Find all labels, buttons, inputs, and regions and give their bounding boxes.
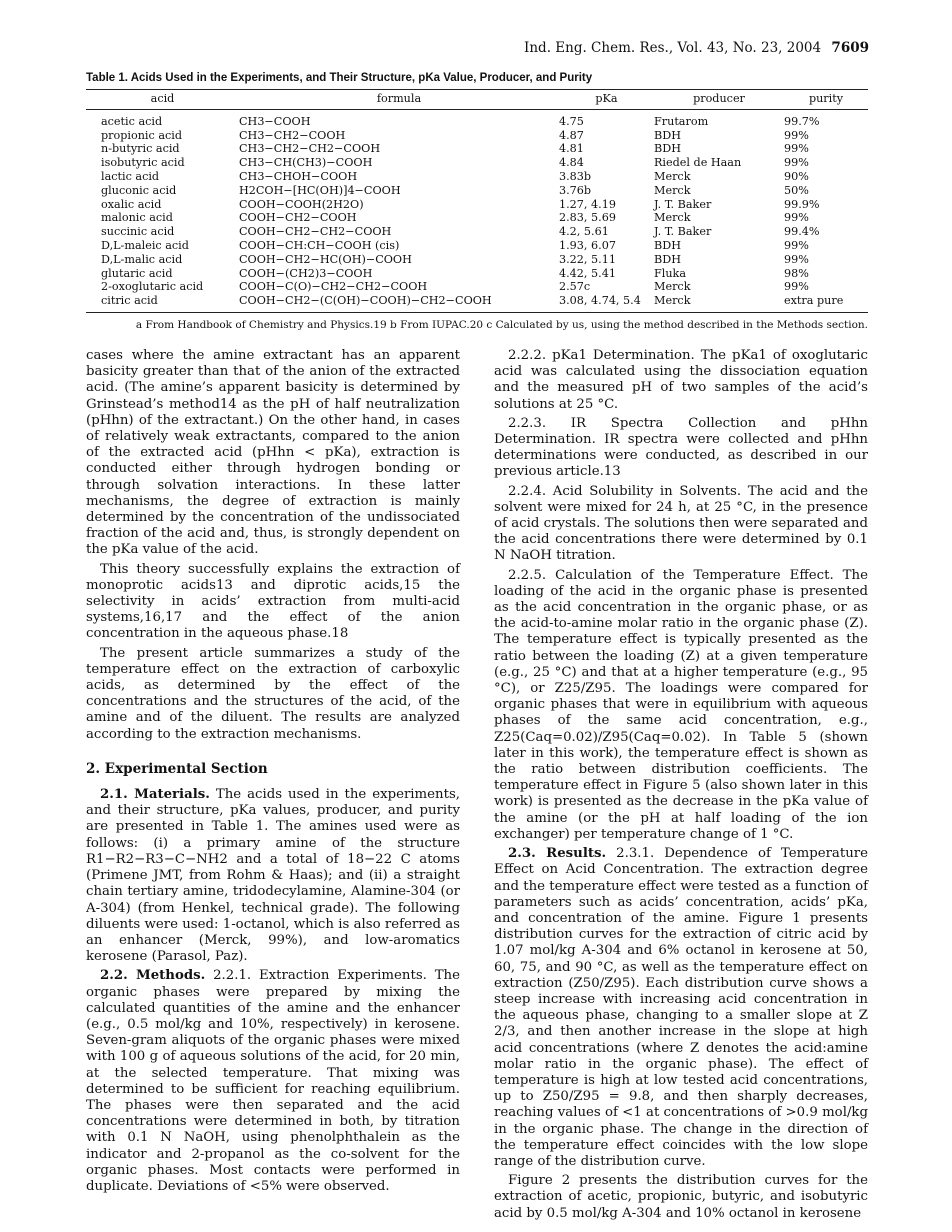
paragraph	[86, 787, 460, 965]
journal-citation: Ind. Eng. Chem. Res., Vol. 43, No. 23, 2004	[524, 40, 822, 56]
table-header-row	[86, 90, 868, 110]
table-cell: COOH−CH2−CH2−COOH	[239, 225, 392, 239]
table-cell: J. T. Baker	[654, 225, 712, 239]
table-caption: Table 1. Acids Used in the Experiments, and Their Structure, pKa Value, Producer, and Purity	[86, 72, 593, 84]
table-cell: propionic acid	[101, 128, 183, 142]
paragraph-text: 2.3.1. Dependence of Temperature Effect on Acid Concentration. The extraction degree and the temperature effect were tested as a function of parameters such as acids’ concentration, acids’ pKa, and concentration of the amine. Figure 1 presents distribution curves for the extraction of citric acid by 1.07 mol/kg A-304 and 6% octanol in kerosene at 50, 60, 75, and 90 °C, as well as the temperature effect on extraction (Z50/Z95). Each distribution curve shows a steep increase with increasing acid concentration in the aqueous phase, changing to a smaller slope at Z 2/3, and then another increase in the slope at high acid concentrations (where Z denotes the acid:amine molar ratio in the organic phase). The effect of temperature is high at low tested acid concentrations, up to Z50/Z95 = 9.8, and then sharply decreases, reaching values of <1 at concentrations of >0.9 mol/kg in the organic phase. The change in the direction of the temperature effect coincides with the low slope range of the distribution curve.	[494, 846, 868, 1169]
table-cell: 4.81	[559, 142, 584, 156]
table-cell: glutaric acid	[101, 266, 173, 280]
column-header: pKa	[559, 90, 654, 110]
table-cell: 4.84	[559, 156, 584, 170]
table-cell: CH3−CH(CH3)−COOH	[239, 156, 373, 170]
running-header	[0, 40, 869, 56]
table-cell: 1.93, 6.07	[559, 238, 616, 252]
table-cell: H2COH−[HC(OH)]4−COOH	[239, 183, 401, 197]
table-cell: oxalic acid	[101, 197, 162, 211]
table-cell: n-butyric acid	[101, 142, 180, 156]
paragraph	[494, 846, 868, 1170]
table-cell: 99%	[784, 238, 809, 252]
table-row	[86, 156, 868, 170]
table-cell: 4.75	[559, 114, 584, 128]
table-cell: Frutarom	[654, 114, 709, 128]
column-header: formula	[239, 90, 559, 110]
table-cell: COOH−COOH(2H2O)	[239, 197, 364, 211]
table-cell: COOH−CH2−HC(OH)−COOH	[239, 252, 412, 266]
table-cell: CH3−CH2−COOH	[239, 128, 346, 142]
table-cell: Merck	[654, 211, 691, 225]
table-cell: Merck	[654, 294, 784, 312]
table-cell: 4.42, 5.41	[559, 266, 616, 280]
column-header: purity	[784, 90, 868, 110]
table-cell: 3.83b	[559, 169, 592, 183]
table-cell: gluconic acid	[101, 183, 177, 197]
table-cell: 2-oxoglutaric acid	[101, 280, 204, 294]
page-number: 7609	[831, 40, 869, 56]
table-cell: extra pure	[784, 294, 868, 312]
table-cell: lactic acid	[101, 169, 160, 183]
table-cell: 98%	[784, 266, 809, 280]
table-cell: COOH−C(O)−CH2−CH2−COOH	[239, 280, 428, 294]
paragraph-text: The acids used in the experiments, and their structure, pKa values, producer, and purity are presented in Table 1. The amines used were as follows: (i) a primary amine of the structure R1−R2−R3−C−NH2 and a total of 18−22 C atoms (Primene JMT, from Rohm & Haas); and (ii) a straight chain tertiary amine, tridodecylamine, Alamine-304 (or A-304) (from Henkel, technical grade). The following diluents were used: 1-octanol, which is also referred as an enhancer (Merck, 99%), and low-aromatics kerosene (Parasol, Paz).	[86, 787, 460, 965]
table-cell: 2.57c	[559, 280, 591, 294]
subsection-heading: 2.3. Results.	[508, 846, 607, 862]
paragraph: 2.2.4. Acid Solubility in Solvents. The acid and the solvent were mixed for 24 h, at 25 °C, in the presence of acid crystals. The solutions then were separated and the acid concentrations there were determined by 0.1 N NaOH titration.	[494, 483, 868, 564]
table-cell: citric acid	[86, 294, 239, 312]
table-cell: COOH−CH:CH−COOH (cis)	[239, 238, 400, 252]
table-cell: Fluka	[654, 266, 686, 280]
table-cell: 4.2, 5.61	[559, 225, 609, 239]
table-cell: 50%	[784, 183, 809, 197]
table-row	[86, 280, 868, 294]
table-row	[86, 109, 868, 128]
acids-table	[86, 89, 868, 313]
table-cell: COOH−CH2−(C(OH)−COOH)−CH2−COOH	[239, 294, 559, 312]
table-cell: 99%	[784, 211, 809, 225]
table-cell: malonic acid	[101, 211, 173, 225]
table-cell: Merck	[654, 280, 691, 294]
table-cell: Riedel de Haan	[654, 156, 742, 170]
section-heading: 2. Experimental Section	[86, 760, 268, 777]
paragraph	[86, 968, 460, 1195]
table-body	[86, 109, 868, 312]
paragraph: 2.2.2. pKa1 Determination. The pKa1 of oxoglutaric acid was calculated using the dissociation equation and the measured pH of two samples of the acid’s solutions at 25 °C.	[494, 348, 868, 412]
table-cell: CH3−COOH	[239, 114, 311, 128]
column-header: producer	[654, 90, 784, 110]
table-row	[86, 184, 868, 198]
table-row	[86, 198, 868, 212]
table-row	[86, 225, 868, 239]
paragraph: This theory successfully explains the extraction of monoprotic acids13 and diprotic acids,15 the selectivity in acids’ extraction from multi-acid systems,16,17 and the effect of the anion concentration in the aqueous phase.18	[86, 561, 460, 642]
table-cell: 2.83, 5.69	[559, 211, 616, 225]
table-cell: Merck	[654, 183, 691, 197]
paragraph-text: 2.2.1. Extraction Experiments. The organic phases were prepared by mixing the calculated quantities of the amine and the enhancer (e.g., 0.5 mol/kg and 10%, respectively) in kerosene. Seven-gram aliquots of the organic phases were mixed with 100 g of aqueous solutions of the acid, for 20 min, at the selected temperature. That mixing was determined to be sufficient for reaching equilibrium. The phases were then separated and the acid concentrations were determined in both, by titration with 0.1 N NaOH, using phenolphthalein as the indicator and 2-propanol as the co-solvent for the organic phases. Most contacts were performed in duplicate. Deviations of <5% were observed.	[86, 968, 460, 1194]
table-cell: BDH	[654, 252, 681, 266]
table-cell: 3.76b	[559, 183, 592, 197]
table-row	[86, 253, 868, 267]
paragraph: cases where the amine extractant has an apparent basicity greater than that of the anion of the extracted acid. (The amine’s apparent basicity is determined by Grinstead’s method14 as the pH of half neutralization (pHhn) of the extractant.) On the other hand, in cases of relatively weak extractants, compared to the anion of the extracted acid (pHhn < pKa), extraction is conducted either through hydrogen bonding or through solvation interactions. In these latter mechanisms, the degree of extraction is mainly determined by the concentration of the undissociated fraction of the acid and, thus, is strongly dependent on the pKa value of the acid.	[86, 348, 460, 558]
table-cell: 99%	[784, 280, 809, 294]
table-cell: 99%	[784, 142, 809, 156]
paragraph: The present article summarizes a study of the temperature effect on the extraction of carboxylic acids, as determined by the effect of the concentrations and the structures of the acid, of the amine and of the diluent. The results are analyzed according to the extraction mechanisms.	[86, 645, 460, 742]
table-cell: 90%	[784, 169, 809, 183]
table-cell: CH3−CHOH−COOH	[239, 169, 358, 183]
table-cell: 99%	[784, 252, 809, 266]
table-cell: 99.9%	[784, 197, 820, 211]
table-cell: 99%	[784, 156, 809, 170]
table-cell: D,L-maleic acid	[101, 238, 189, 252]
table-cell: 3.08, 4.74, 5.4	[559, 294, 654, 312]
paragraph: 2.2.5. Calculation of the Temperature Effect. The loading of the acid in the organic phase is presented as the acid concentration in the organic phase, or as the acid-to-amine molar ratio in the organic phase (Z). The temperature effect is typically presented as the ratio between the loading (Z) at a given temperature (e.g., 25 °C) and that at a higher temperature (e.g., 95 °C), or Z25/Z95. The loadings were compared for organic phases that were in equilibrium with aqueous phases of the same acid concentration, e.g., Z25(Caq=0.02)/Z95(Caq=0.02). In Table 5 (shown later in this work), the temperature effect is shown as the ratio between distribution coefficients. The temperature effect in Figure 5 (also shown later in this work) is presented as the decrease in the pKa value of the amine (or the pH at half loading of the ion exchanger) per temperature change of 1 °C.	[494, 567, 868, 842]
table-cell: COOH−CH2−COOH	[239, 211, 357, 225]
table-cell: BDH	[654, 142, 681, 156]
paragraph: 2.2.3. IR Spectra Collection and pHhn Determination. IR spectra were collected and pHhn determinations were conducted, as described in our previous article.13	[494, 415, 868, 480]
table-cell: BDH	[654, 238, 681, 252]
table-cell: succinic acid	[101, 225, 175, 239]
table-row	[86, 129, 868, 143]
table-cell: Merck	[654, 169, 691, 183]
table-row	[86, 142, 868, 156]
table-cell: D,L-malic acid	[101, 252, 183, 266]
table-cell: COOH−(CH2)3−COOH	[239, 266, 373, 280]
table-cell: 1.27, 4.19	[559, 197, 616, 211]
table-cell: 4.87	[559, 128, 584, 142]
table-row	[86, 267, 868, 281]
table-cell: 3.22, 5.11	[559, 252, 616, 266]
table-row	[86, 170, 868, 184]
column-header: acid	[86, 90, 239, 110]
left-column	[86, 348, 460, 1198]
table-cell: 99%	[784, 128, 809, 142]
table-row	[86, 239, 868, 253]
table-cell: 99.4%	[784, 225, 820, 239]
table-row	[86, 294, 868, 312]
subsection-heading: 2.1. Materials.	[100, 787, 210, 803]
table-cell: CH3−CH2−CH2−COOH	[239, 142, 381, 156]
table-cell: J. T. Baker	[654, 197, 712, 211]
table-footnotes: a From Handbook of Chemistry and Physics.19 b From IUPAC.20 c Calculated by us, using the method described in the Methods section.	[135, 319, 868, 331]
right-column	[494, 348, 868, 1225]
paragraph: Figure 2 presents the distribution curves for the extraction of acetic, propionic, butyric, and isobutyric acid by 0.5 mol/kg A-304 and 10% octanol in kerosene	[494, 1173, 868, 1221]
table-cell: isobutyric acid	[101, 156, 185, 170]
table-cell: acetic acid	[101, 114, 163, 128]
table-cell: BDH	[654, 128, 681, 142]
table-cell: 99.7%	[784, 114, 820, 128]
table-row	[86, 211, 868, 225]
subsection-heading: 2.2. Methods.	[100, 968, 206, 984]
